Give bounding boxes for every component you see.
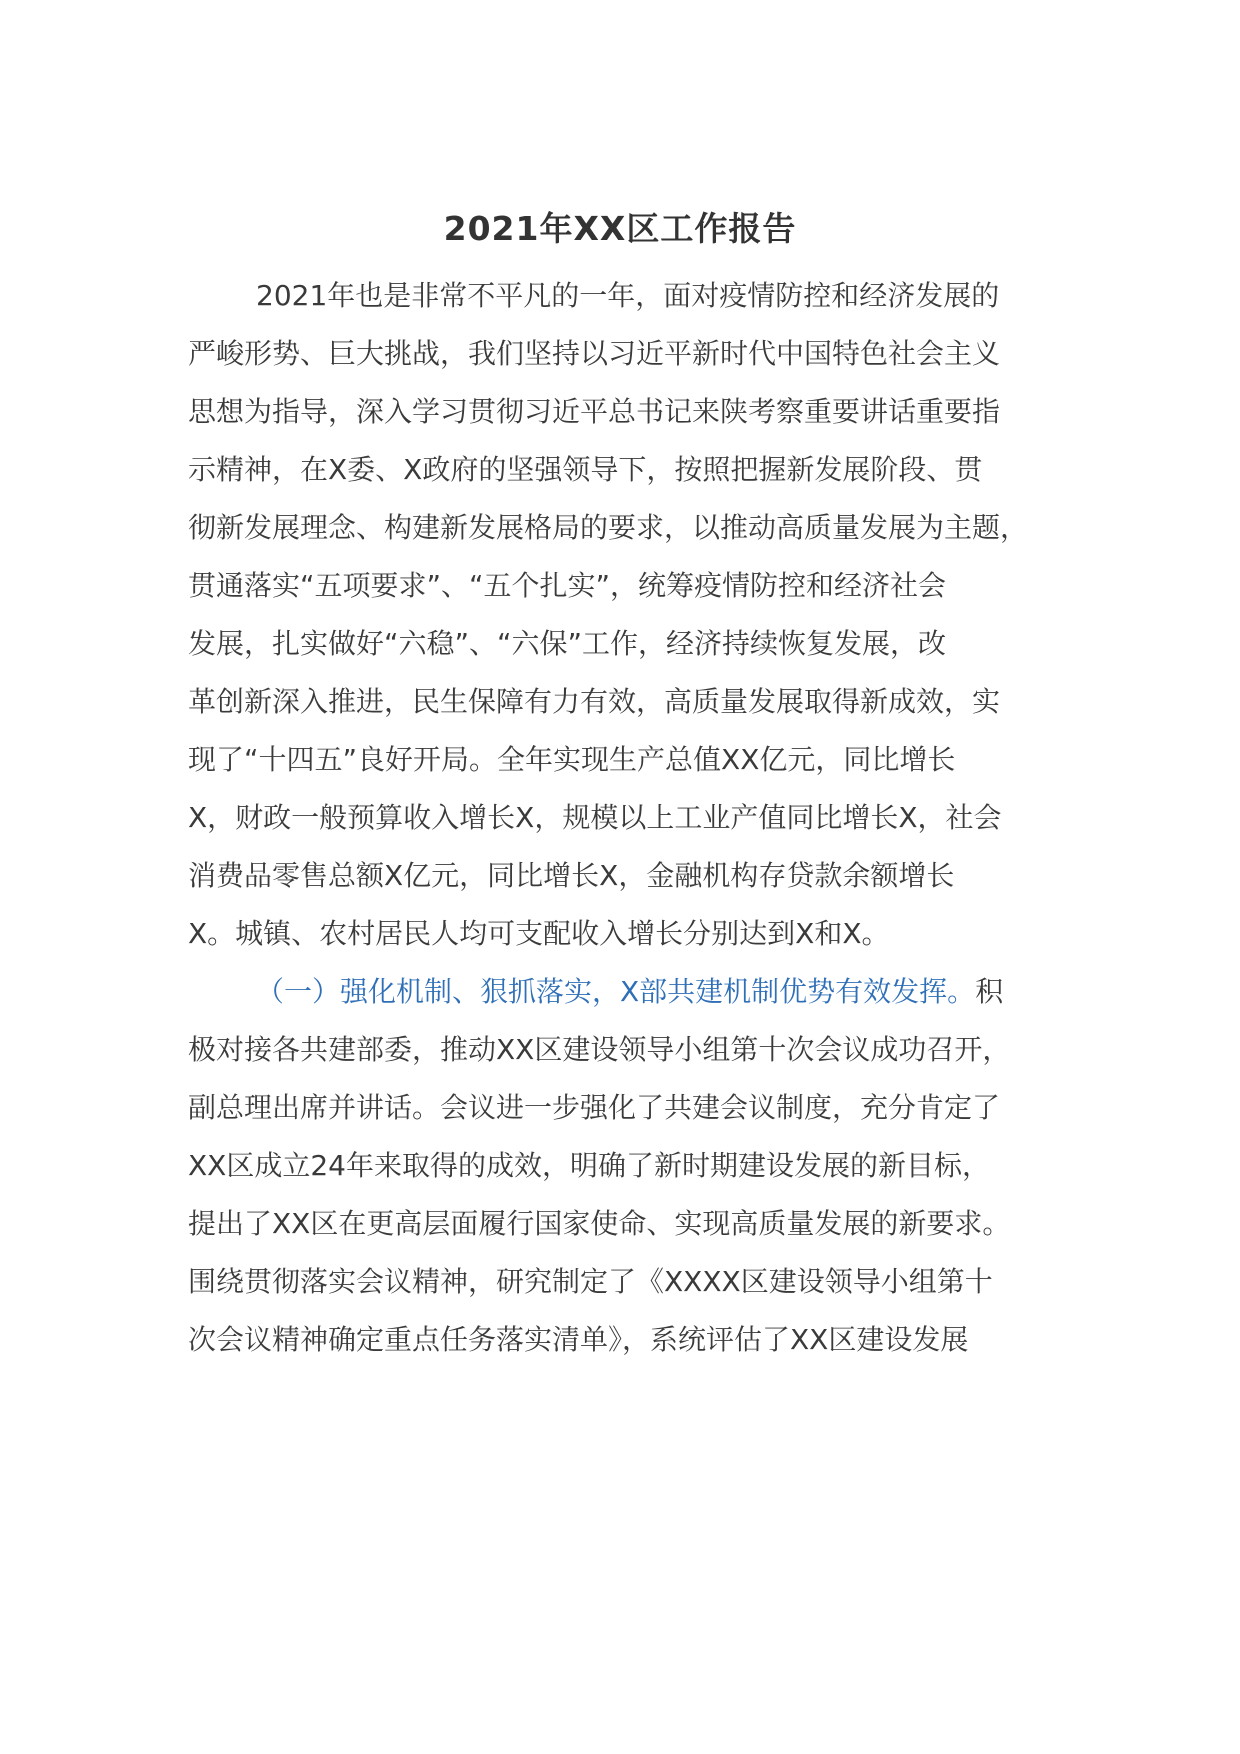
paragraph-line: 次会议精神确定重点任务落实清单》，系统评估了XX区建设发展 [188, 1323, 969, 1356]
paragraph-line: 现了“十四五”良好开局。全年实现生产总值XX亿元，同比增长 [188, 743, 956, 776]
section-heading: （一）强化机制、狠抓落实，X部共建机制优势有效发挥。 [256, 975, 976, 1008]
paragraph-line: X。城镇、农村居民人均可支配收入增长分别达到X和X。 [188, 917, 890, 950]
paragraph-line: 严峻形势、巨大挑战，我们坚持以习近平新时代中国特色社会主义 [188, 337, 1001, 370]
paragraph-line: 思想为指导，深入学习贯彻习近平总书记来陕考察重要讲话重要指 [188, 395, 1001, 428]
paragraph-line: 提出了XX区在更高层面履行国家使命、实现高质量发展的新要求。 [188, 1207, 1011, 1240]
paragraph-line: 贯通落实“五项要求”、“五个扎实”，统筹疫情防控和经济社会 [188, 569, 947, 602]
paragraph-line: 发展，扎实做好“六稳”、“六保”工作，经济持续恢复发展，改 [188, 627, 947, 660]
section-heading-tail: 积 [975, 975, 1004, 1008]
paragraph-line: 消费品零售总额X亿元，同比增长X，金融机构存贷款余额增长 [188, 859, 955, 892]
document-title: 2021年XX区工作报告 [443, 209, 797, 248]
paragraph-line: X，财政一般预算收入增长X，规模以上工业产值同比增长X，社会 [188, 801, 1002, 834]
paragraph-line: 彻新发展理念、构建新发展格局的要求，以推动高质量发展为主题， [188, 511, 1029, 544]
paragraph-line: 示精神，在X委、X政府的坚强领导下，按照把握新发展阶段、贯 [188, 453, 983, 486]
section-heading-line [256, 972, 1003, 1012]
paragraph-line: 围绕贯彻落实会议精神，研究制定了《XXXX区建设领导小组第十 [188, 1265, 993, 1298]
paragraph-line: XX区成立24年来取得的成效，明确了新时期建设发展的新目标， [188, 1149, 990, 1182]
paragraph-line: 极对接各共建部委，推动XX区建设领导小组第十次会议成功召开， [188, 1033, 1011, 1066]
paragraph-line: 2021年也是非常不平凡的一年，面对疫情防控和经济发展的 [256, 279, 1000, 312]
paragraph-line: 革创新深入推进，民生保障有力有效，高质量发展取得新成效，实 [188, 685, 1001, 718]
paragraph-line: 副总理出席并讲话。会议进一步强化了共建会议制度，充分肯定了 [188, 1091, 1001, 1124]
